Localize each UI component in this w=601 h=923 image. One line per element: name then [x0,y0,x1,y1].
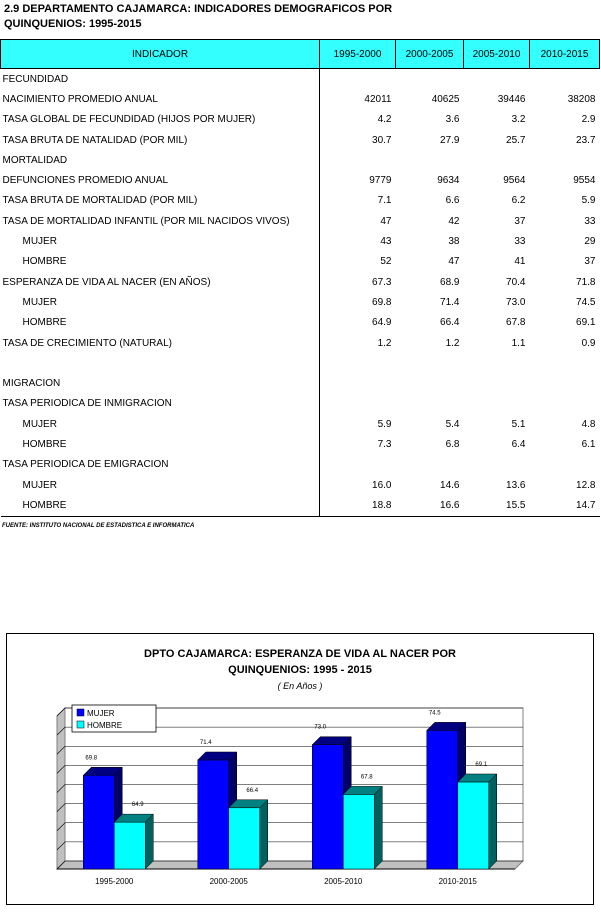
row-label: MUJER [22,418,57,430]
table-row [1,130,600,150]
row-value [320,455,396,475]
data-label: 69.8 [85,755,98,762]
row-value: 5.9 [320,414,396,434]
row-value: 15.5 [464,495,530,516]
row-value [396,394,464,414]
row-value: 68.9 [440,276,460,288]
row-value: 38208 [567,93,596,105]
row-value: 4.8 [581,418,596,430]
x-tick-label: 2005-2010 [324,877,363,886]
row-value: 30.7 [320,130,396,150]
row-value: 40625 [431,93,460,105]
row-value: 16.6 [396,495,464,516]
row-value: 37 [514,215,526,227]
header-2010-2015: 2010-2015 [530,40,600,69]
row-value: 25.7 [506,134,526,146]
row-value: 14.7 [530,495,600,516]
row-value: 1.2 [320,333,396,353]
row-value: 6.6 [445,195,460,207]
row-value [530,455,600,475]
row-value: 73.0 [506,296,526,308]
row-value: 5.4 [445,418,460,430]
row-value: 52 [320,252,396,272]
table-row [1,455,600,475]
row-value: 47 [320,211,396,231]
row-value [464,69,530,90]
x-tick-label: 1995-2000 [95,877,134,886]
row-label [1,353,320,373]
data-label: 64.9 [131,802,144,809]
row-value: 33 [584,215,596,227]
table-row [1,150,600,170]
row-value [396,69,464,90]
row-value: 2.9 [581,114,596,126]
header-1995-2000: 1995-2000 [320,40,396,69]
table-row [1,495,600,516]
chart-title-line2: QUINQUENIOS: 1995 - 2015 [228,664,372,676]
row-value: 6.1 [581,438,596,450]
table-row [1,475,600,495]
row-value: 16.0 [320,475,396,495]
row-value: 29 [584,236,596,248]
legend-label-hombre: HOMBRE [87,721,123,730]
table-row [1,353,600,373]
row-value: 41 [514,256,526,268]
chart-subtitle: ( En Años ) [277,681,323,691]
bar-mujer-2000-2005 [198,760,229,869]
row-value: 70.4 [506,276,526,288]
row-value: 7.3 [320,434,396,454]
row-value [530,394,600,414]
legend-swatch-mujer [77,709,84,716]
row-value: 6.4 [511,438,526,450]
row-value [464,150,530,170]
bar-hombre-2010-2015 [458,782,489,869]
row-value: 23.7 [576,134,596,146]
row-value: 9634 [437,175,460,187]
bar-side-hombre-1995-2000 [145,814,153,869]
data-label: 67.8 [360,774,373,781]
table-row [1,252,600,272]
row-label: TASA BRUTA DE MORTALIDAD (POR MIL) [2,195,198,207]
row-value: 71.4 [440,296,460,308]
row-label: MUJER [22,296,57,308]
bar-side-hombre-2010-2015 [489,774,497,869]
row-value: 47 [448,256,460,268]
row-value [396,373,464,393]
row-value: 6.8 [445,438,460,450]
row-value: 18.8 [320,495,396,516]
table-row [1,434,600,454]
row-value: 6.2 [511,195,526,207]
row-value: 67.3 [320,272,396,292]
row-value: 5.9 [581,195,596,207]
legend-label-mujer: MUJER [87,709,115,718]
row-value: 69.8 [320,292,396,312]
row-value [320,69,396,90]
table-row [1,373,600,393]
row-label: TASA PERIODICA DE INMIGRACION [2,398,172,410]
row-value: 42 [448,215,460,227]
data-label: 73.0 [314,724,327,731]
table-header-row [1,40,600,69]
row-value: 9564 [503,175,526,187]
row-label: HOMBRE [22,438,67,450]
x-tick-label: 2010-2015 [438,877,477,886]
row-value [530,373,600,393]
row-value: 64.9 [320,313,396,333]
x-tick-label: 2000-2005 [209,877,248,886]
row-value [464,353,530,373]
row-value: 27.9 [440,134,460,146]
life-expectancy-bar-chart [7,634,593,904]
row-value [320,150,396,170]
table-row [1,211,600,231]
row-value: 67.8 [506,317,526,329]
row-label: TASA PERIODICA DE EMIGRACION [2,459,169,471]
row-value [464,373,530,393]
report-title [4,2,392,32]
row-value: 74.5 [576,296,596,308]
bar-mujer-1995-2000 [83,775,114,869]
row-value [320,394,396,414]
data-label: 66.4 [246,787,259,794]
row-value: 12.8 [576,479,596,491]
row-value [396,353,464,373]
row-label: DEFUNCIONES PROMEDIO ANUAL [2,175,169,187]
indicators-table [0,39,600,517]
row-value: 38 [448,236,460,248]
row-label: MORTALIDAD [2,154,68,166]
table-row [1,170,600,190]
row-value: 9554 [573,175,596,187]
row-value: 7.1 [320,191,396,211]
row-value [396,455,464,475]
row-value: 71.8 [576,276,596,288]
row-value: 42011 [320,89,396,109]
chart-container [6,633,594,905]
data-label: 69.1 [475,761,488,768]
row-label: MIGRACION [2,378,61,390]
chart-title-line1: DPTO CAJAMARCA: ESPERANZA DE VIDA AL NACER POR [144,648,456,660]
report-title-line1: 2.9 DEPARTAMENTO CAJAMARCA: INDICADORES DEMOGRAFICOS POR [4,3,393,15]
bar-hombre-2005-2010 [343,794,374,869]
row-value: 1.2 [445,337,460,349]
row-value [464,394,530,414]
table-row [1,231,600,251]
header-2000-2005: 2000-2005 [396,40,464,69]
row-label: MUJER [22,479,57,491]
row-value [530,69,600,90]
table-body [1,69,600,517]
table-row [1,191,600,211]
row-label: HOMBRE [22,256,67,268]
row-value: 33 [514,236,526,248]
table-row [1,394,600,414]
row-value: 43 [320,231,396,251]
row-label: MUJER [22,236,57,248]
bar-mujer-2010-2015 [427,730,458,869]
row-value: 39446 [497,93,526,105]
row-label: HOMBRE [22,317,67,329]
row-value [530,353,600,373]
row-label: NACIMIENTO PROMEDIO ANUAL [2,93,158,105]
legend-swatch-hombre [77,721,84,728]
row-label: FECUNDIDAD [2,73,69,85]
data-label: 71.4 [199,739,212,746]
row-label: TASA DE CRECIMIENTO (NATURAL) [2,337,172,349]
row-value: 0.9 [581,337,596,349]
bar-hombre-1995-2000 [114,822,145,869]
row-label: HOMBRE [1,495,320,516]
table-row [1,414,600,434]
row-label: TASA DE MORTALIDAD INFANTIL (POR MIL NACIDOS VIVOS) [2,215,290,227]
row-value: 66.4 [440,317,460,329]
table-row [1,272,600,292]
row-value [320,373,396,393]
row-label: TASA GLOBAL DE FECUNDIDAD (HIJOS POR MUJER) [2,114,256,126]
table-row [1,333,600,353]
row-value: 5.1 [511,418,526,430]
bar-side-hombre-2000-2005 [260,800,268,869]
row-value [464,455,530,475]
row-value: 14.6 [440,479,460,491]
row-value: 13.6 [506,479,526,491]
table-row [1,110,600,130]
data-label: 74.5 [428,710,441,717]
report-title-line2: QUINQUENIOS: 1995-2015 [4,18,142,30]
row-label: TASA BRUTA DE NATALIDAD (POR MIL) [2,134,188,146]
row-value: 4.2 [320,110,396,130]
header-indicador: INDICADOR [1,40,320,69]
row-value: 9779 [320,170,396,190]
table-row [1,292,600,312]
table-row [1,89,600,109]
table-row [1,69,600,90]
row-value: 3.2 [511,114,526,126]
row-value: 1.1 [511,337,526,349]
row-value: 69.1 [576,317,596,329]
table-row [1,313,600,333]
bar-side-hombre-2005-2010 [374,786,382,869]
row-value: 37 [584,256,596,268]
row-value [530,150,600,170]
source-note: FUENTE: INSTITUTO NACIONAL DE ESTADISTICA E INFORMATICA [2,523,195,529]
row-value [320,353,396,373]
row-label: ESPERANZA DE VIDA AL NACER (EN AÑOS) [2,276,211,288]
header-2005-2010: 2005-2010 [464,40,530,69]
bar-hombre-2000-2005 [229,808,260,869]
row-value: 3.6 [445,114,460,126]
bar-mujer-2005-2010 [312,745,343,869]
row-value [396,150,464,170]
